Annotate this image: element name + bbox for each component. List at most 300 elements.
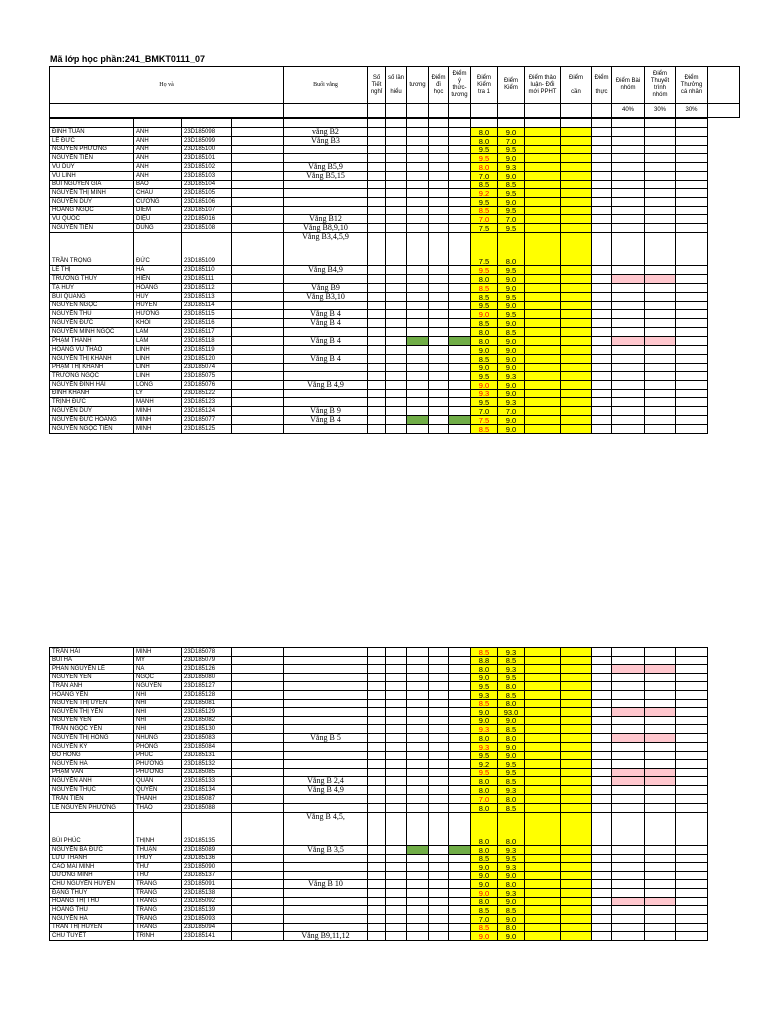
score-kiem-tra-2: 7.0 <box>498 406 525 415</box>
score-kiem-tra-1: 9.0 <box>471 880 498 889</box>
student-id: 23D185130 <box>182 725 232 734</box>
score-kiem-tra-2: 7.0 <box>498 136 525 145</box>
student-surname: HOÀNG THỊ THU <box>50 897 134 906</box>
score-kiem-tra-2: 9.5 <box>498 266 525 275</box>
table-row <box>50 897 708 906</box>
score-kiem-tra-1: 9.3 <box>471 690 498 699</box>
absence-note: Vắng B5,9 <box>284 162 368 171</box>
weight-bai-nhom: 40% <box>612 104 645 118</box>
absence-note <box>284 854 368 863</box>
table-row <box>50 777 708 786</box>
score-kiem-tra-2: 9.3 <box>498 648 525 657</box>
score-kiem-tra-1: 8.5 <box>471 206 498 215</box>
score-kiem-tra-1: 8.0 <box>471 845 498 854</box>
score-kiem-tra-1: 9.2 <box>471 189 498 198</box>
table-row <box>50 319 708 328</box>
table-row <box>50 751 708 760</box>
student-id: 23D185114 <box>182 301 232 310</box>
score-kiem-tra-1: 8.0 <box>471 328 498 337</box>
student-id: 23D185102 <box>182 162 232 171</box>
absence-note <box>284 795 368 804</box>
student-given-name: ĐỨC <box>134 233 182 266</box>
score-kiem-tra-2: 9.5 <box>498 768 525 777</box>
table-row <box>50 648 708 657</box>
absence-note <box>284 871 368 880</box>
score-kiem-tra-2: 8.0 <box>498 733 525 742</box>
student-surname: TRẦN NGỌC YẾN <box>50 725 134 734</box>
student-id: 22D185016 <box>182 215 232 224</box>
score-kiem-tra-1: 9.5 <box>471 768 498 777</box>
student-surname: LƯU THANH <box>50 854 134 863</box>
student-id: 23D185129 <box>182 708 232 717</box>
student-id: 23D185117 <box>182 328 232 337</box>
student-given-name: ANH <box>134 127 182 136</box>
student-surname: NGUYỄN ĐỨC <box>50 319 134 328</box>
student-id: 23D185132 <box>182 760 232 769</box>
student-id: 23D185084 <box>182 742 232 751</box>
table-row <box>50 760 708 769</box>
score-kiem-tra-2: 8.0 <box>498 880 525 889</box>
table-row <box>50 795 708 804</box>
class-code-title: Mã lớp học phần:241_BMKT0111_07 <box>50 54 205 64</box>
student-given-name: QUÂN <box>134 777 182 786</box>
absence-note: Vắng B3,4,5,9 <box>284 233 368 266</box>
absence-note <box>284 328 368 337</box>
student-id: 23D185113 <box>182 292 232 301</box>
student-given-name: TRANG <box>134 897 182 906</box>
student-id: 23D185104 <box>182 180 232 189</box>
score-kiem-tra-1: 8.0 <box>471 803 498 812</box>
table-row <box>50 665 708 674</box>
absence-note: Vắng B5,15 <box>284 171 368 180</box>
score-kiem-tra-1: 8.0 <box>471 897 498 906</box>
student-given-name: MY <box>134 656 182 665</box>
student-id: 23D185137 <box>182 871 232 880</box>
score-kiem-tra-2: 8.5 <box>498 690 525 699</box>
table-row <box>50 171 708 180</box>
blank-row <box>50 119 708 128</box>
table-row <box>50 656 708 665</box>
absence-note <box>284 923 368 932</box>
student-given-name: NA <box>134 665 182 674</box>
absence-note <box>284 424 368 433</box>
student-given-name: PHƯƠNG <box>134 760 182 769</box>
score-kiem-tra-2: 8.0 <box>498 812 525 845</box>
student-id: 23D185116 <box>182 319 232 328</box>
student-given-name: THỦY <box>134 854 182 863</box>
table-row <box>50 854 708 863</box>
student-surname: NGUYỄN TIẾN <box>50 154 134 163</box>
student-given-name: CƯỜNG <box>134 197 182 206</box>
score-kiem-tra-1: 8.0 <box>471 777 498 786</box>
student-given-name: LÂM <box>134 336 182 345</box>
score-kiem-tra-1: 8.5 <box>471 923 498 932</box>
table-row <box>50 145 708 154</box>
student-surname: ĐỖ HỒNG <box>50 751 134 760</box>
student-given-name: TRANG <box>134 889 182 898</box>
score-kiem-tra-1: 9.5 <box>471 372 498 381</box>
table-row <box>50 380 708 389</box>
absence-note <box>284 725 368 734</box>
absence-note: Vắng B 2,4 <box>284 777 368 786</box>
student-surname: TRƯƠNG NGỌC <box>50 372 134 381</box>
header-so-tiet: Số Tiết nghỉ <box>368 67 386 104</box>
score-kiem-tra-2: 9.0 <box>498 345 525 354</box>
student-surname: TRƯƠNG THÚY <box>50 275 134 284</box>
table-row <box>50 889 708 898</box>
absence-note <box>284 656 368 665</box>
score-kiem-tra-2: 9.0 <box>498 742 525 751</box>
student-id: 23D185111 <box>182 275 232 284</box>
score-kiem-tra-1: 9.3 <box>471 725 498 734</box>
student-given-name: LINH <box>134 363 182 372</box>
score-kiem-tra-1: 9.3 <box>471 742 498 751</box>
absence-note <box>284 648 368 657</box>
student-surname: LÊ NGUYỄN PHƯƠNG <box>50 803 134 812</box>
absence-note <box>284 275 368 284</box>
student-given-name: HUYỀN <box>134 301 182 310</box>
student-surname: PHAN NGUYỄN LÊ <box>50 665 134 674</box>
student-id: 23D185103 <box>182 171 232 180</box>
header-diem-thuc: Điểm thực <box>592 67 612 104</box>
student-id: 23D185107 <box>182 206 232 215</box>
student-surname: PHẠM THỊ KHÁNH <box>50 363 134 372</box>
absence-note: Vắng B 4 <box>284 336 368 345</box>
header-kiem-tra-1: Điểm Kiểm tra 1 <box>471 67 498 104</box>
table-row <box>50 803 708 812</box>
student-surname: TRẦN TRỌNG <box>50 233 134 266</box>
absence-note <box>284 889 368 898</box>
score-kiem-tra-1: 9.0 <box>471 863 498 872</box>
student-given-name: ANH <box>134 136 182 145</box>
student-surname: TRỊNH ĐỨC <box>50 398 134 407</box>
table-row <box>50 786 708 795</box>
score-kiem-tra-1: 7.5 <box>471 415 498 424</box>
weight-thuong: 30% <box>676 104 708 118</box>
absence-note <box>284 145 368 154</box>
student-surname: ĐẶNG THÙY <box>50 889 134 898</box>
absence-note <box>284 690 368 699</box>
absence-note <box>284 768 368 777</box>
table-row <box>50 336 708 345</box>
table-row <box>50 197 708 206</box>
student-id: 23D185131 <box>182 751 232 760</box>
student-surname: NGUYỄN ĐÌNH HẢI <box>50 380 134 389</box>
absence-note <box>284 363 368 372</box>
student-given-name: MINH <box>134 415 182 424</box>
student-id: 23D185099 <box>182 136 232 145</box>
score-kiem-tra-1: 8.5 <box>471 180 498 189</box>
student-given-name: DIỄM <box>134 206 182 215</box>
score-kiem-tra-1: 7.0 <box>471 915 498 924</box>
table-row <box>50 389 708 398</box>
score-kiem-tra-2: 9.0 <box>498 424 525 433</box>
score-kiem-tra-1: 8.0 <box>471 786 498 795</box>
student-surname: NGUYỄN DUY <box>50 406 134 415</box>
score-kiem-tra-1: 7.0 <box>471 215 498 224</box>
header-kiem-tra-2: Điểm Kiểm <box>498 67 525 104</box>
student-id: 23D185124 <box>182 406 232 415</box>
table-row <box>50 424 708 433</box>
student-id: 23D185138 <box>182 889 232 898</box>
student-given-name: TRANG <box>134 915 182 924</box>
absence-note <box>284 897 368 906</box>
table-row <box>50 363 708 372</box>
student-surname: TẠ HUY <box>50 283 134 292</box>
student-given-name: TRANG <box>134 880 182 889</box>
student-surname: NGUYỄN ANH <box>50 777 134 786</box>
score-kiem-tra-2: 9.0 <box>498 275 525 284</box>
student-surname: ĐINH TUẤN <box>50 127 134 136</box>
header-name: Họ và <box>50 67 284 104</box>
student-given-name: HƯƠNG <box>134 310 182 319</box>
student-id: 23D185110 <box>182 266 232 275</box>
header-diem-can: Điểm cần <box>561 67 592 104</box>
table-row <box>50 301 708 310</box>
student-surname: NGUYỄN THỊ UYÊN <box>50 699 134 708</box>
student-surname: DƯƠNG MINH <box>50 871 134 880</box>
student-given-name: THƯ <box>134 863 182 872</box>
table-row <box>50 845 708 854</box>
absence-note <box>284 699 368 708</box>
score-kiem-tra-1: 7.0 <box>471 171 498 180</box>
student-given-name: LINH <box>134 354 182 363</box>
score-kiem-tra-2: 8.0 <box>498 699 525 708</box>
student-id: 23D185094 <box>182 923 232 932</box>
score-kiem-tra-2: 7.0 <box>498 215 525 224</box>
student-given-name: ANH <box>134 154 182 163</box>
table-row <box>50 716 708 725</box>
student-surname: VŨ QUỐC <box>50 215 134 224</box>
table-row <box>50 127 708 136</box>
score-kiem-tra-2: 8.5 <box>498 906 525 915</box>
student-surname: NGUYỄN HÀ <box>50 760 134 769</box>
absence-note <box>284 673 368 682</box>
absence-note <box>284 682 368 691</box>
header-bai-nhom: Điểm Bài nhóm <box>612 67 645 104</box>
table-row <box>50 690 708 699</box>
student-id: 23D185126 <box>182 665 232 674</box>
student-surname: BÙI NGUYÊN GIA <box>50 180 134 189</box>
table-row <box>50 345 708 354</box>
student-surname: TRẦN THỊ HUYỀN <box>50 923 134 932</box>
score-kiem-tra-2: 9.0 <box>498 915 525 924</box>
table-row <box>50 372 708 381</box>
absence-note: Vắng B 9 <box>284 406 368 415</box>
table-row <box>50 733 708 742</box>
score-kiem-tra-1: 9.2 <box>471 760 498 769</box>
table-row <box>50 398 708 407</box>
header-tuong: tương <box>407 67 429 104</box>
student-id: 23D185118 <box>182 336 232 345</box>
student-given-name: THÀNH <box>134 795 182 804</box>
absence-note: Vắng B 4,9 <box>284 380 368 389</box>
student-given-name: ANH <box>134 171 182 180</box>
student-surname: NGUYỄN YẾN <box>50 716 134 725</box>
score-kiem-tra-1: 8.5 <box>471 854 498 863</box>
score-kiem-tra-2: 9.0 <box>498 197 525 206</box>
absence-note: Vắng B 10 <box>284 880 368 889</box>
student-given-name: MINH <box>134 648 182 657</box>
score-kiem-tra-1: 7.0 <box>471 795 498 804</box>
score-kiem-tra-1: 9.0 <box>471 871 498 880</box>
score-kiem-tra-2: 9.0 <box>498 897 525 906</box>
score-kiem-tra-1: 7.5 <box>471 233 498 266</box>
student-given-name: TRINH <box>134 932 182 941</box>
student-given-name: PHƯƠNG <box>134 768 182 777</box>
student-id: 23D185090 <box>182 863 232 872</box>
table-row <box>50 863 708 872</box>
student-surname: NGUYỄN THU <box>50 310 134 319</box>
score-kiem-tra-2: 9.3 <box>498 398 525 407</box>
student-given-name: NGỌC <box>134 673 182 682</box>
student-id: 23D185119 <box>182 345 232 354</box>
student-id: 23D185093 <box>182 915 232 924</box>
student-given-name: NHI <box>134 716 182 725</box>
score-kiem-tra-1: 8.5 <box>471 906 498 915</box>
score-kiem-tra-2: 9.0 <box>498 415 525 424</box>
score-kiem-tra-1: 9.3 <box>471 389 498 398</box>
score-kiem-tra-2: 9.5 <box>498 760 525 769</box>
score-kiem-tra-1: 9.0 <box>471 673 498 682</box>
student-id: 23D185080 <box>182 673 232 682</box>
score-kiem-tra-1: 9.0 <box>471 363 498 372</box>
score-kiem-tra-1: 9.5 <box>471 197 498 206</box>
student-id: 23D185108 <box>182 224 232 233</box>
score-kiem-tra-2: 8.5 <box>498 180 525 189</box>
header-absence: Buổi vắng <box>284 67 368 104</box>
student-surname: NGUYỄN DUY <box>50 197 134 206</box>
table-row <box>50 415 708 424</box>
absence-note <box>284 760 368 769</box>
score-kiem-tra-1: 7.5 <box>471 224 498 233</box>
student-surname: LÊ THỊ <box>50 266 134 275</box>
absence-note <box>284 206 368 215</box>
score-kiem-tra-1: 8.5 <box>471 648 498 657</box>
weight-thuyet-trinh: 30% <box>645 104 676 118</box>
absence-note <box>284 751 368 760</box>
student-id: 23D185083 <box>182 733 232 742</box>
student-surname: BÙI HÀ <box>50 656 134 665</box>
student-id: 23D185091 <box>182 880 232 889</box>
score-kiem-tra-2: 9.3 <box>498 845 525 854</box>
absence-note: Vắng B3 <box>284 136 368 145</box>
absence-note <box>284 915 368 924</box>
absence-note: Vắng B8,9,10 <box>284 224 368 233</box>
score-kiem-tra-1: 8.0 <box>471 733 498 742</box>
score-kiem-tra-2: 9.3 <box>498 863 525 872</box>
score-kiem-tra-1: 9.0 <box>471 708 498 717</box>
header-so-lan: số lần hiểu <box>386 67 407 104</box>
student-surname: HOÀNG NGỌC <box>50 206 134 215</box>
absence-note <box>284 398 368 407</box>
score-kiem-tra-1: 9.5 <box>471 682 498 691</box>
student-given-name: NHI <box>134 699 182 708</box>
score-kiem-tra-2: 9.0 <box>498 171 525 180</box>
student-given-name: LONG <box>134 380 182 389</box>
student-surname: NGUYỄN THỊ HỒNG <box>50 733 134 742</box>
student-id: 23D185122 <box>182 389 232 398</box>
student-given-name: THƯ <box>134 871 182 880</box>
student-surname: NGUYỄN TIẾN <box>50 224 134 233</box>
absence-note: Vắng B 4 <box>284 310 368 319</box>
absence-note <box>284 665 368 674</box>
table-row <box>50 880 708 889</box>
student-given-name: THỊNH <box>134 812 182 845</box>
student-given-name: HÀ <box>134 266 182 275</box>
absence-note <box>284 154 368 163</box>
student-table-bottom <box>49 647 708 941</box>
table-row <box>50 932 708 941</box>
student-given-name: THUẬN <box>134 845 182 854</box>
absence-note: Vắng B 4,5, <box>284 812 368 845</box>
score-kiem-tra-1: 9.0 <box>471 889 498 898</box>
score-kiem-tra-1: 8.5 <box>471 283 498 292</box>
table-row <box>50 292 708 301</box>
student-given-name: ANH <box>134 162 182 171</box>
header-y-thuc: Điểm ý thức- tương <box>449 67 471 104</box>
student-id: 23D185075 <box>182 372 232 381</box>
student-given-name: MINH <box>134 424 182 433</box>
score-kiem-tra-1: 9.5 <box>471 154 498 163</box>
absence-note <box>284 906 368 915</box>
table-row <box>50 206 708 215</box>
score-kiem-tra-1: 8.0 <box>471 812 498 845</box>
student-surname: TRẦN HẢI <box>50 648 134 657</box>
table-row <box>50 871 708 880</box>
header-diem-di-hoc: Điểm đi học <box>429 67 449 104</box>
student-given-name: DŨNG <box>134 224 182 233</box>
score-kiem-tra-2: 93.0 <box>498 708 525 717</box>
score-kiem-tra-2: 9.3 <box>498 786 525 795</box>
student-surname: NGUYỄN MINH NGỌC <box>50 328 134 337</box>
table-row <box>50 283 708 292</box>
score-kiem-tra-2: 9.0 <box>498 354 525 363</box>
student-given-name: NHI <box>134 725 182 734</box>
student-given-name: MINH <box>134 406 182 415</box>
student-id: 23D185109 <box>182 233 232 266</box>
student-id: 23D185135 <box>182 812 232 845</box>
student-id: 23D185078 <box>182 648 232 657</box>
table-row <box>50 906 708 915</box>
student-given-name: CHÂU <box>134 189 182 198</box>
score-kiem-tra-2: 8.5 <box>498 803 525 812</box>
header-thuong-ca-nhan: Điểm Thưởng cá nhân <box>676 67 708 104</box>
student-given-name: TRANG <box>134 906 182 915</box>
header-thao-luan: Điểm thảo luận- Đổi mới PPHT <box>525 67 561 104</box>
score-kiem-tra-2: 9.0 <box>498 751 525 760</box>
student-surname: BÙI PHÚC <box>50 812 134 845</box>
absence-note: Vắng B9,11,12 <box>284 932 368 941</box>
table-row <box>50 915 708 924</box>
student-surname: NGUYỄN NGỌC TIẾN <box>50 424 134 433</box>
score-kiem-tra-2: 9.3 <box>498 372 525 381</box>
student-id: 23D185139 <box>182 906 232 915</box>
score-kiem-tra-2: 9.5 <box>498 224 525 233</box>
score-kiem-tra-1: 8.5 <box>471 699 498 708</box>
score-kiem-tra-2: 9.5 <box>498 310 525 319</box>
table-row <box>50 310 708 319</box>
header-table <box>49 66 740 118</box>
score-kiem-tra-1: 8.0 <box>471 162 498 171</box>
student-surname: HOÀNG VŨ THẢO <box>50 345 134 354</box>
student-given-name: THẢO <box>134 803 182 812</box>
student-given-name: HOÀNG <box>134 283 182 292</box>
student-given-name: NHUNG <box>134 733 182 742</box>
score-kiem-tra-2: 9.0 <box>498 871 525 880</box>
student-id: 23D185133 <box>182 777 232 786</box>
absence-note <box>284 180 368 189</box>
